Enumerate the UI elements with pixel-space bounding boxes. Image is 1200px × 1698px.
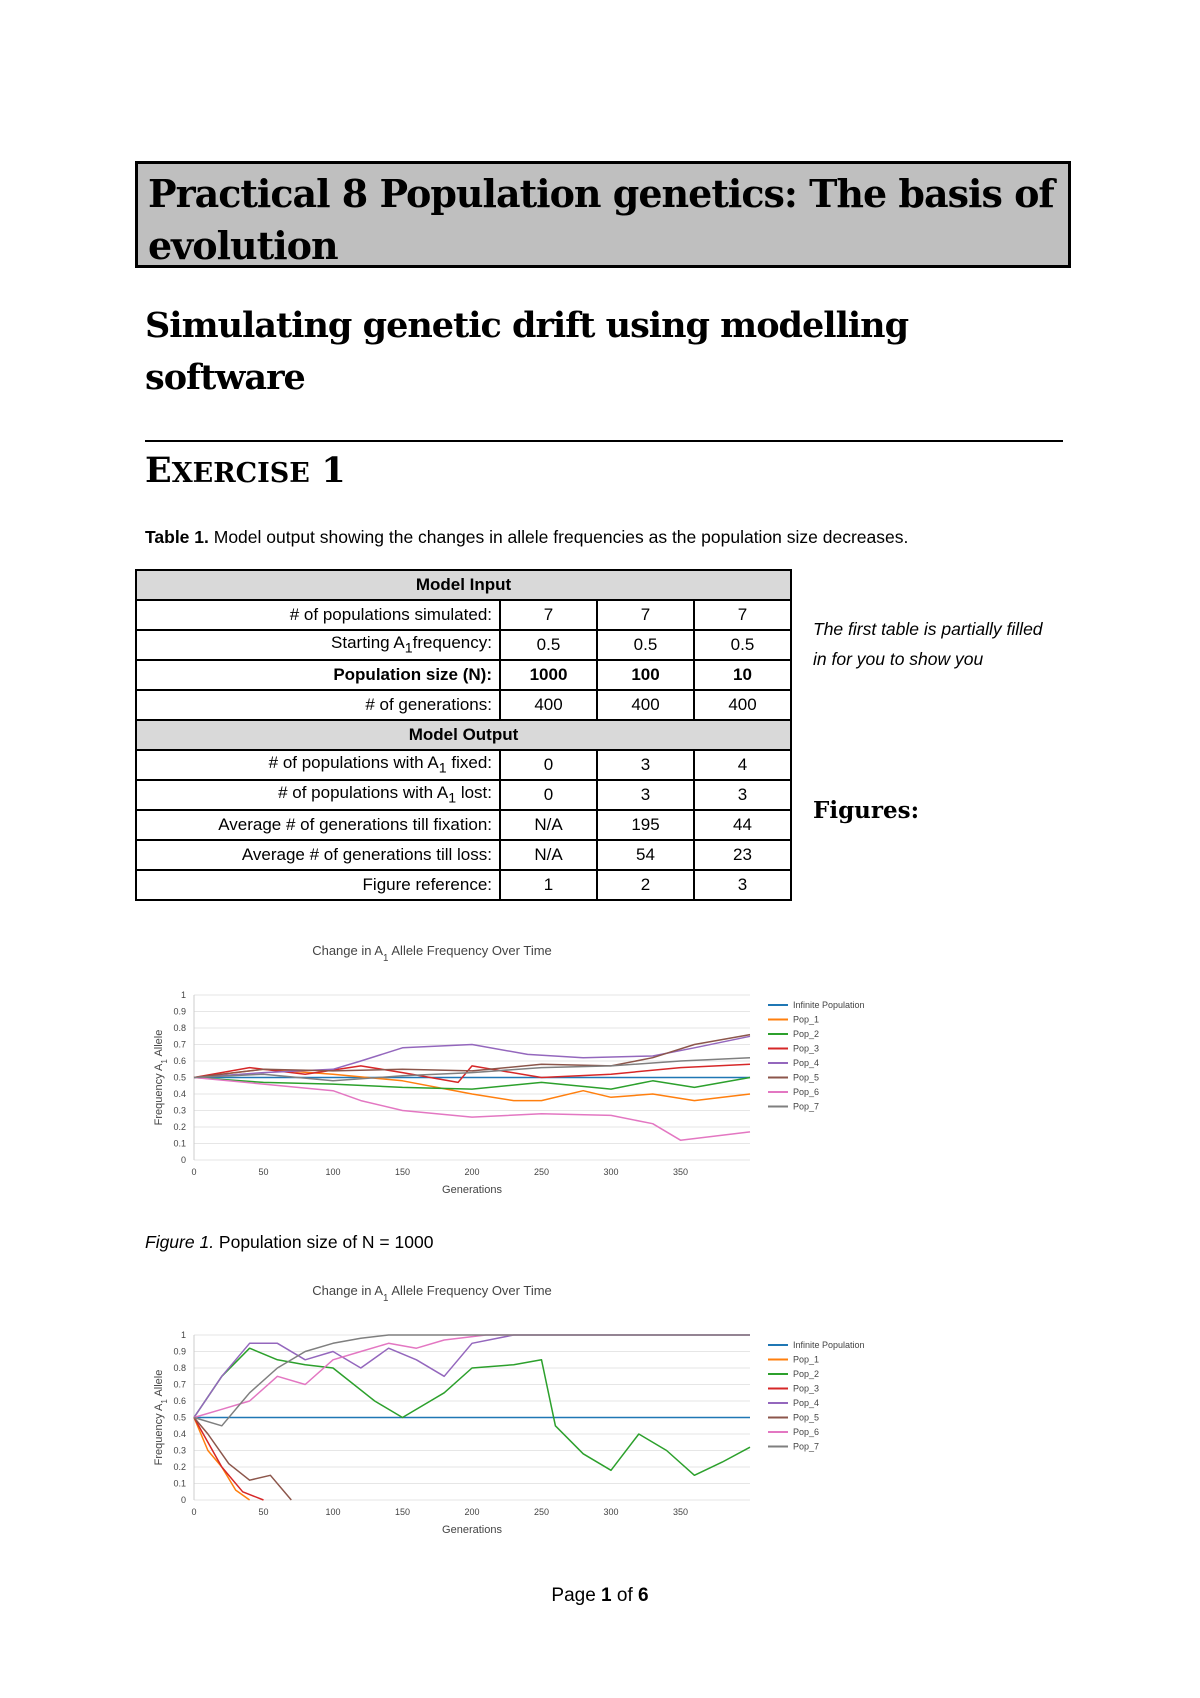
- legend-label: Infinite Population: [793, 1000, 865, 1010]
- x-tick-label: 50: [258, 1167, 269, 1177]
- x-tick-label: 200: [464, 1507, 480, 1517]
- page-title: Practical 8 Population genetics: The basis of evolution: [148, 171, 1054, 268]
- y-tick-label: 0.9: [173, 1346, 186, 1357]
- exercise-heading: EXERCISE 1: [145, 450, 346, 491]
- legend-label: Pop_6: [793, 1427, 820, 1437]
- y-axis-label: Frequency $A_1$ Allele: [153, 1029, 169, 1126]
- series-line-pop-6: [194, 1335, 750, 1418]
- table-header-input: Model Input: [136, 570, 791, 600]
- table-row: # of populations with $A_1$ fixed: 0 3 4: [136, 750, 791, 780]
- x-tick-label: 250: [533, 1507, 550, 1517]
- series-line-pop-2: [194, 1078, 750, 1090]
- chart-figure-2: [0, 1270, 1200, 1540]
- x-tick-label: 300: [603, 1167, 619, 1177]
- x-tick-label: 200: [464, 1167, 480, 1177]
- legend-label: Pop_7: [793, 1101, 820, 1112]
- chart-title: Change in $A_1$ Allele Frequency Over Time: [312, 1283, 552, 1304]
- legend-label: Pop_4: [793, 1058, 820, 1068]
- chart-figure-1: [0, 930, 1200, 1200]
- table-row: Figure reference: 1 2 3: [136, 870, 791, 900]
- y-tick-label: 0.5: [173, 1072, 186, 1083]
- y-tick-label: 0.1: [173, 1478, 186, 1489]
- figure-1-caption: Figure 1. Population size of N = 1000: [145, 1232, 434, 1252]
- page-subtitle: Simulating genetic drift using modelling software: [145, 305, 909, 398]
- y-tick-label: 1: [180, 990, 186, 1000]
- legend-label: Pop_1: [793, 1354, 820, 1365]
- x-tick-label: 50: [258, 1507, 269, 1517]
- y-tick-label: 0.6: [173, 1056, 186, 1066]
- y-tick-label: 0.4: [173, 1429, 186, 1439]
- table-header-output: Model Output: [136, 720, 791, 750]
- table-row: # of generations: 400 400 400: [136, 690, 791, 720]
- model-table: [135, 569, 792, 901]
- x-tick-label: 350: [672, 1167, 689, 1177]
- legend-label: Pop_7: [793, 1441, 820, 1452]
- x-tick-label: 350: [672, 1507, 689, 1517]
- title-box: [135, 161, 1071, 268]
- y-tick-label: 0: [180, 1495, 186, 1505]
- table-caption: Table 1. Model output showing the changes in allele frequencies as the population size decreases.: [145, 527, 909, 547]
- table-row: # of populations with $A_1$ lost: 0 3 3: [136, 780, 791, 810]
- table-row: Average # of generations till loss: N/A 54 23: [136, 840, 791, 870]
- x-tick-label: 100: [325, 1507, 341, 1517]
- series-line-pop-7: [194, 1335, 750, 1426]
- legend-label: Pop_2: [793, 1029, 820, 1039]
- x-tick-label: 250: [533, 1167, 550, 1177]
- legend-label: Pop_3: [793, 1043, 820, 1054]
- y-tick-label: 1: [180, 1330, 186, 1340]
- legend-label: Infinite Population: [793, 1340, 865, 1350]
- series-line-pop-6: [194, 1078, 750, 1141]
- x-tick-label: 300: [603, 1507, 619, 1517]
- y-tick-label: 0.4: [173, 1089, 186, 1099]
- y-axis-label: Frequency $A_1$ Allele: [153, 1369, 169, 1466]
- y-tick-label: 0.9: [173, 1006, 186, 1017]
- x-tick-label: 150: [394, 1167, 411, 1177]
- table-row: # of populations simulated: 7 7 7: [136, 600, 791, 630]
- y-tick-label: 0.6: [173, 1396, 186, 1406]
- chart-title: Change in $A_1$ Allele Frequency Over Time: [312, 943, 552, 964]
- y-tick-label: 0.3: [173, 1445, 186, 1456]
- x-axis-label: Generations: [442, 1184, 502, 1196]
- series-line-pop-5: [194, 1418, 291, 1501]
- table-row: Average # of generations till fixation: N/A 195 44: [136, 810, 791, 840]
- y-tick-label: 0.2: [173, 1122, 186, 1132]
- y-tick-label: 0.2: [173, 1462, 186, 1472]
- y-tick-label: 0: [180, 1155, 186, 1165]
- x-axis-label: Generations: [442, 1524, 502, 1536]
- y-tick-label: 0.8: [173, 1023, 186, 1033]
- side-note: The first table is partially filled in for you to show you: [813, 619, 1043, 669]
- legend-label: Pop_5: [793, 1412, 820, 1423]
- x-tick-label: 150: [394, 1507, 411, 1517]
- y-tick-label: 0.7: [173, 1379, 186, 1390]
- legend-label: Pop_3: [793, 1383, 820, 1394]
- y-tick-label: 0.3: [173, 1105, 186, 1116]
- legend-label: Pop_1: [793, 1014, 820, 1025]
- x-tick-label: 0: [191, 1167, 197, 1177]
- legend-label: Pop_2: [793, 1369, 820, 1379]
- y-tick-label: 0.7: [173, 1039, 186, 1050]
- horizontal-rule: [145, 440, 1063, 442]
- y-tick-label: 0.1: [173, 1138, 186, 1149]
- table-row: Population size (N): 1000 100 10: [136, 660, 791, 690]
- legend-label: Pop_6: [793, 1087, 820, 1097]
- series-line-pop-1: [194, 1418, 250, 1501]
- x-tick-label: 100: [325, 1167, 341, 1177]
- legend-label: Pop_4: [793, 1398, 820, 1408]
- y-tick-label: 0.8: [173, 1363, 186, 1373]
- figures-label: Figures:: [813, 797, 920, 824]
- y-tick-label: 0.5: [173, 1412, 186, 1423]
- table-row: Starting $A_1frequency$: 0.5 0.5 0.5: [136, 630, 791, 660]
- page-footer: Page 1 of 6: [551, 1585, 649, 1606]
- legend-label: Pop_5: [793, 1072, 820, 1083]
- x-tick-label: 0: [191, 1507, 197, 1517]
